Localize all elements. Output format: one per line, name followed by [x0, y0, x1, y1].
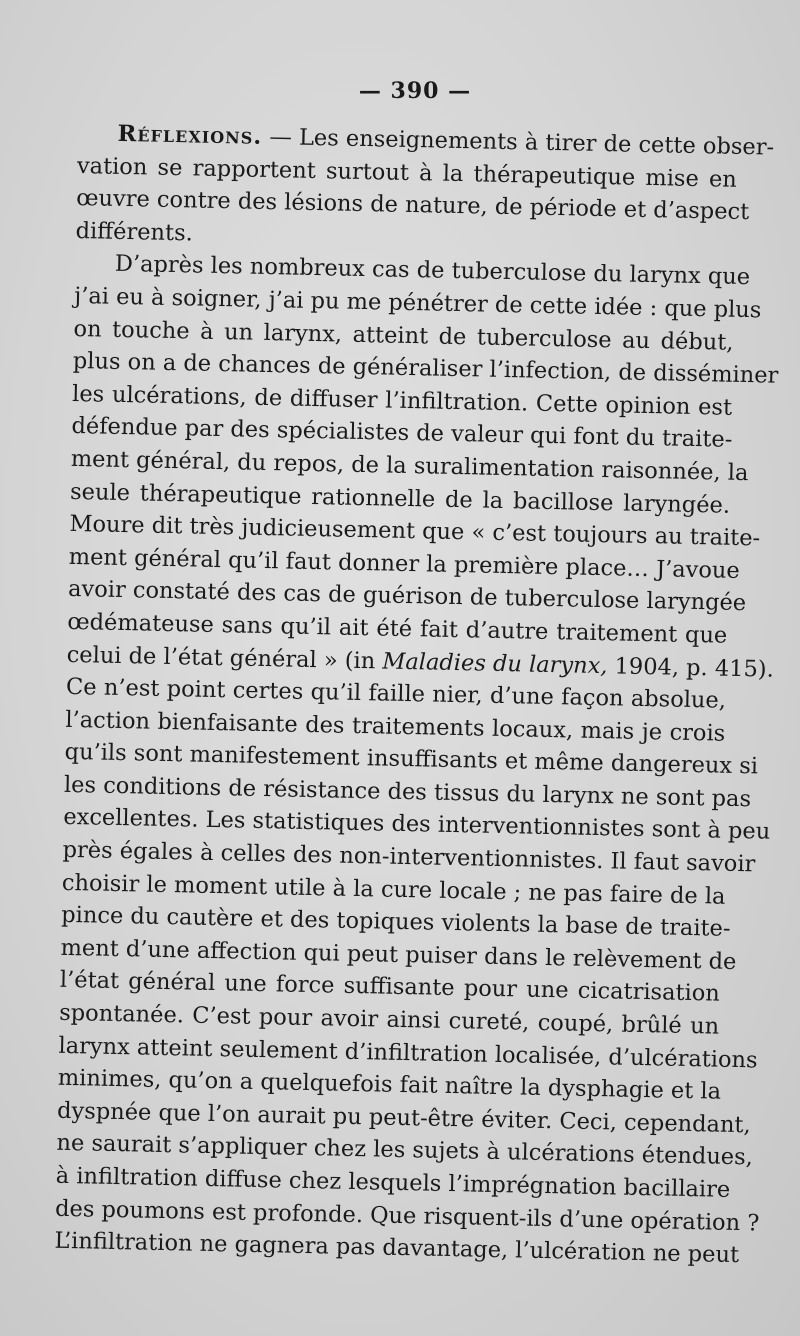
text-line: L’infiltration ne gagnera pas davantage, l’ulcération ne peut: [54, 1227, 740, 1269]
page-number: — 390 —: [358, 78, 472, 104]
text-line: ne saurait s’appliquer chez les sujets à ulcérations étendues,: [56, 1130, 754, 1171]
text-line: Réflexions. — Les enseignements à tirer de cette obser-: [117, 120, 775, 161]
text-line: ment général, du repos, de la suralimentation raisonnée, la: [70, 445, 749, 487]
text-line: minimes, qu’on a quelquefois fait naître la dysphagie et la: [57, 1065, 722, 1105]
text-line: l’action bienfaisante des traitements locaux, mais je crois: [65, 706, 726, 747]
text-line: celui de l’état général » (in Maladies du larynx, 1904, p. 415).: [66, 641, 775, 683]
text-line: à infiltration diffuse chez lesquels l’imprégnation bacillaire: [55, 1162, 731, 1203]
text-line: excellentes. Les statistiques des interventionnistes sont à peu: [63, 804, 771, 846]
text-line: seule thérapeutique rationnelle de la bacillose laryngée.: [69, 478, 731, 519]
text-line: vation se rapportent surtout à la thérapeutique mise en: [76, 152, 738, 193]
text-line: différents.: [75, 217, 194, 247]
text-line: les conditions de résistance des tissus du larynx ne sont pas: [63, 771, 752, 813]
text-line: œuvre contre des lésions de nature, de période et d’aspect: [76, 185, 750, 226]
citation-title: Maladies du larynx,: [382, 647, 608, 679]
body-text: [54, 117, 779, 1271]
text-line: on touche à un larynx, atteint de tuberculose au début,: [73, 315, 734, 356]
text-line: Moure dit très judicieusement que « c’est toujours au traite-: [69, 511, 761, 552]
text-line: j’ai eu à soigner, j’ai pu me pénétrer de cette idée : que plus: [73, 282, 762, 324]
text-line: qu’ils sont manifestement insuffisants et même dangereux si: [64, 739, 759, 780]
text-line: des poumons est profonde. Que risquent-ils d’une opération ?: [54, 1195, 760, 1237]
text-line: choisir le moment utile à la cure locale ; ne pas faire de la: [61, 869, 726, 910]
text-line: larynx atteint seulement d’infiltration localisée, d’ulcérations: [58, 1032, 758, 1074]
text-line: dyspnée que l’on aurait pu peut-être éviter. Ceci, cependant,: [56, 1097, 751, 1139]
text-line: D’après les nombreux cas de tuberculose du larynx que: [114, 251, 751, 291]
text-line: Ce n’est point certes qu’il faille nier, d’une façon absolue,: [65, 673, 727, 714]
text-line: les ulcérations, de diffuser l’infiltration. Cette opinion est: [71, 380, 733, 421]
text-line: pince du cautère et des topiques violents la base de traite-: [61, 902, 731, 943]
text-line: l’état général une force suffisante pour une cicatrisation: [59, 967, 721, 1008]
text-line: spontanée. C’est pour avoir ainsi cureté, coupé, brûlé un: [58, 999, 720, 1040]
text-line: œdémateuse sans qu’il ait été fait d’autre traitement que: [67, 608, 728, 649]
text-line: ment général qu’il faut donner la première place… J’avoue: [68, 543, 741, 584]
text-line: avoir constaté des cas de guérison de tuberculose laryngée: [67, 576, 747, 617]
section-heading: Réflexions.: [117, 120, 263, 150]
text-line: défendue par des spécialistes de valeur qui font du traite-: [71, 413, 733, 454]
text-line: plus on a de chances de généraliser l’infection, de disséminer: [72, 348, 779, 389]
text-line: ment d’une affection qui peut puiser dans le relèvement de: [60, 934, 737, 975]
text-line: près égales à celles des non-interventionnistes. Il faut savoir: [62, 836, 756, 878]
